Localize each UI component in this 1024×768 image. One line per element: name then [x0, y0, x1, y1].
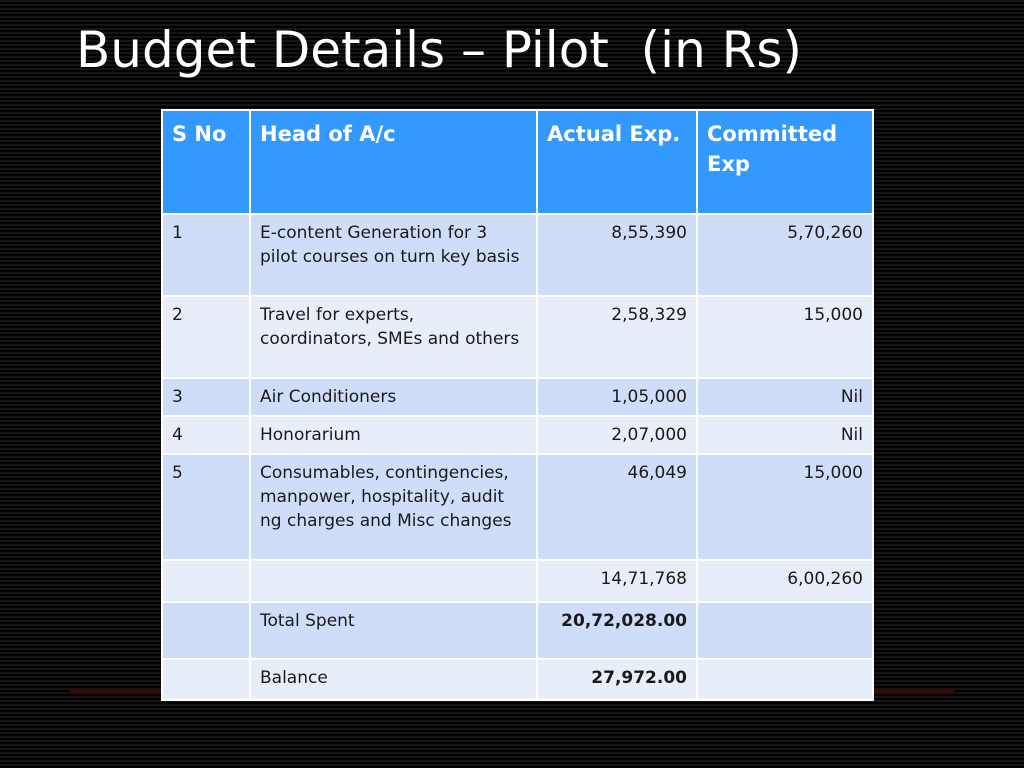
- total-spent-row: [162, 602, 873, 659]
- subtotal-committed: 6,00,260: [697, 560, 873, 602]
- cell-head: Consumables, contingencies, manpower, hospitality, audit ng charges and Misc changes: [250, 454, 537, 560]
- cell-actual: 8,55,390: [537, 214, 697, 296]
- cell-committed: 5,70,260: [697, 214, 873, 296]
- cell-actual: 2,07,000: [537, 416, 697, 454]
- cell-sno-empty: [162, 659, 250, 700]
- cell-committed: Nil: [697, 378, 873, 416]
- cell-committed-empty: [697, 602, 873, 659]
- cell-sno: 3: [162, 378, 250, 416]
- cell-head: Air Conditioners: [250, 378, 537, 416]
- cell-actual: 46,049: [537, 454, 697, 560]
- header-committed-exp: Committed Exp: [697, 110, 873, 214]
- cell-actual: 1,05,000: [537, 378, 697, 416]
- table-header-row: [162, 110, 873, 214]
- subtotal-row: [162, 560, 873, 602]
- cell-committed: 15,000: [697, 296, 873, 378]
- cell-sno: 1: [162, 214, 250, 296]
- cell-committed: Nil: [697, 416, 873, 454]
- table-row: [162, 296, 873, 378]
- subtotal-actual: 14,71,768: [537, 560, 697, 602]
- table-row: [162, 416, 873, 454]
- cell-committed: 15,000: [697, 454, 873, 560]
- total-spent-label: Total Spent: [250, 602, 537, 659]
- balance-label: Balance: [250, 659, 537, 700]
- balance-value: 27,972.00: [537, 659, 697, 700]
- cell-actual: 2,58,329: [537, 296, 697, 378]
- header-sno: S No: [162, 110, 250, 214]
- cell-sno-empty: [162, 602, 250, 659]
- cell-head: Honorarium: [250, 416, 537, 454]
- table-row: [162, 454, 873, 560]
- cell-head: Travel for experts, coordinators, SMEs and others: [250, 296, 537, 378]
- total-spent-value: 20,72,028.00: [537, 602, 697, 659]
- table-row: [162, 214, 873, 296]
- cell-head: E-content Generation for 3 pilot courses on turn key basis: [250, 214, 537, 296]
- cell-sno: 4: [162, 416, 250, 454]
- budget-table: [161, 109, 874, 701]
- cell-sno: 5: [162, 454, 250, 560]
- cell-committed-empty: [697, 659, 873, 700]
- header-head-of-account: Head of A/c: [250, 110, 537, 214]
- table-row: [162, 378, 873, 416]
- slide-title: Budget Details – Pilot (in Rs): [76, 21, 802, 79]
- balance-row: [162, 659, 873, 700]
- cell-sno-empty: [162, 560, 250, 602]
- cell-sno: 2: [162, 296, 250, 378]
- cell-head-empty: [250, 560, 537, 602]
- header-actual-exp: Actual Exp.: [537, 110, 697, 214]
